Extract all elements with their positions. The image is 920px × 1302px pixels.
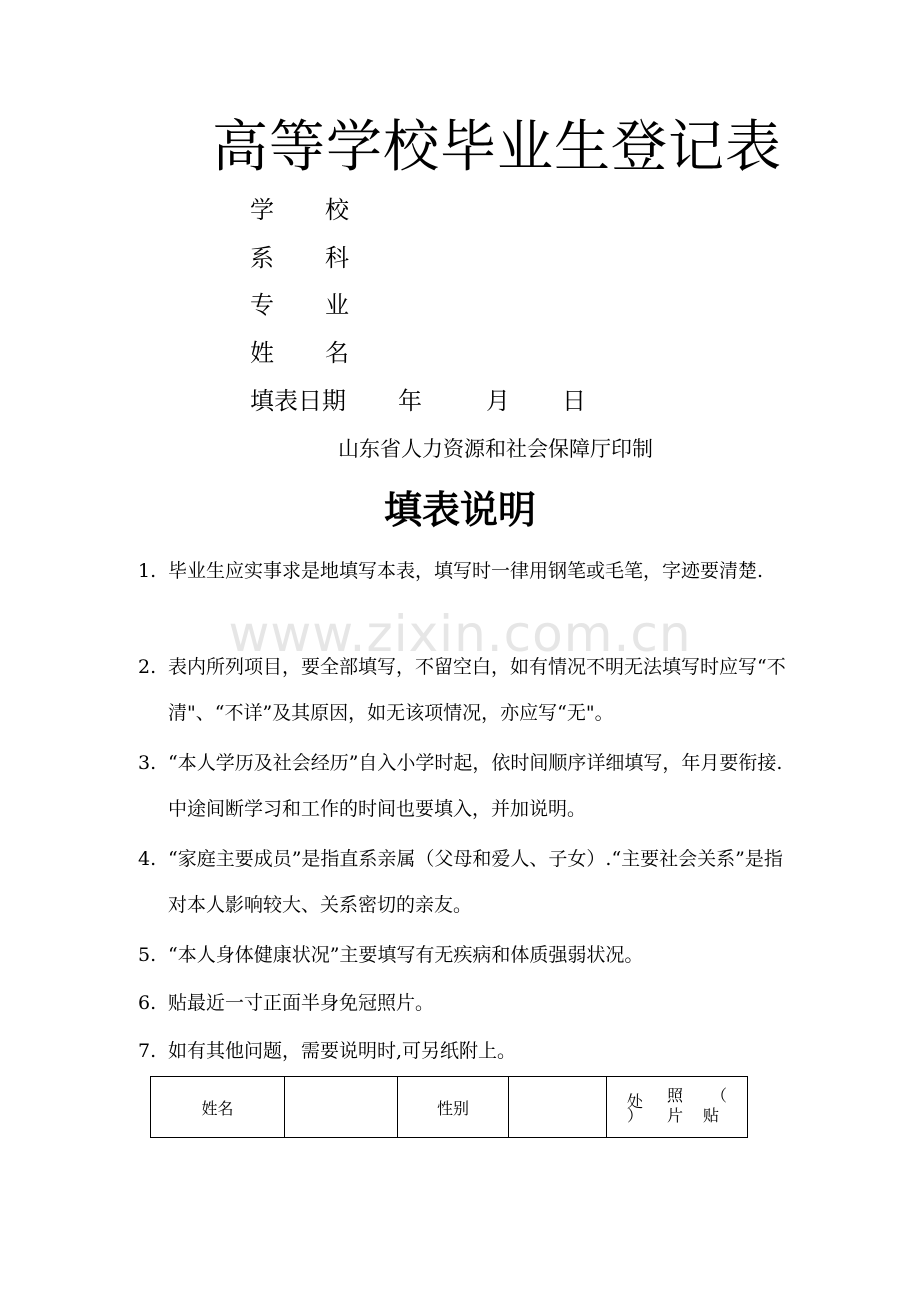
- cover-field-name: [250, 337, 349, 369]
- cover-field-label: 业: [325, 291, 349, 319]
- instruction-text: “本人身体健康状况”主要填写有无疾病和体质强弱状况。: [168, 944, 644, 966]
- date-row: [250, 385, 610, 417]
- instruction-number: 6.: [138, 992, 157, 1014]
- cover-field-label: 专: [250, 291, 274, 319]
- date-label: 填表日期: [250, 387, 346, 415]
- instruction-text: 贴最近一寸正面半身免冠照片。: [168, 992, 435, 1014]
- cover-field-department: [250, 242, 349, 274]
- photo-label-char: 照: [667, 1086, 684, 1105]
- cover-field-label: 姓: [250, 339, 274, 367]
- cover-field-label: 学: [250, 196, 274, 224]
- cover-field-label: 名: [325, 339, 349, 367]
- publisher: 山东省人力资源和社会保障厅印制: [338, 437, 653, 461]
- photo-cell[interactable]: [607, 1077, 748, 1138]
- instruction-number: 7.: [138, 1040, 157, 1062]
- instruction-number: 4.: [138, 848, 157, 870]
- photo-label-char: 贴: [703, 1106, 720, 1125]
- date-day: 日: [562, 387, 586, 415]
- photo-label-char: （: [711, 1086, 728, 1105]
- instruction-text: 毕业生应实事求是地填写本表，填写时一律用钢笔或毛笔，字迹要清楚.: [168, 560, 764, 582]
- gender-value-cell[interactable]: [509, 1077, 607, 1138]
- instructions-title: 填表说明: [383, 488, 536, 532]
- cover-field-label: 校: [325, 196, 349, 224]
- instruction-text: 表内所列项目，要全部填写，不留空白，如有情况不明无法填写时应写“不清"、“不详”及其原因，如无该项情况，亦应写“无"。: [168, 656, 786, 724]
- name-value-cell[interactable]: [285, 1077, 398, 1138]
- cover-field-label: 系: [250, 244, 274, 272]
- info-table: [150, 1076, 748, 1138]
- instruction-number: 1.: [138, 560, 157, 582]
- cover-field-label: 科: [325, 244, 349, 272]
- date-month: 月: [486, 387, 510, 415]
- date-year: 年: [398, 387, 422, 415]
- instruction-number: 5.: [138, 944, 157, 966]
- photo-label-char: ）: [627, 1106, 644, 1125]
- gender-label: 性别: [398, 1077, 509, 1138]
- name-label: 姓名: [151, 1077, 285, 1138]
- cover-field-school: [250, 194, 349, 226]
- instruction-text: “本人学历及社会经历”自入小学时起，依时间顺序详细填写，年月要衔接.中途间断学习和工作的时间也要填入，并加说明。: [168, 752, 783, 820]
- photo-label-char: 片: [667, 1106, 684, 1125]
- instruction-text: “家庭主要成员”是指直系亲属（父母和爱人、子女）.“主要社会关系”是指对本人影响较大、关系密切的亲友。: [168, 848, 783, 916]
- cover-field-major: [250, 289, 349, 321]
- page-title: 高等学校毕业生登记表: [212, 115, 782, 180]
- photo-label-char: 处: [627, 1092, 644, 1111]
- instruction-text: 如有其他问题，需要说明时,可另纸附上。: [168, 1040, 517, 1062]
- instruction-number: 3.: [138, 752, 157, 774]
- watermark: www.zixin.com.cn: [228, 605, 692, 663]
- instruction-number: 2.: [138, 656, 157, 678]
